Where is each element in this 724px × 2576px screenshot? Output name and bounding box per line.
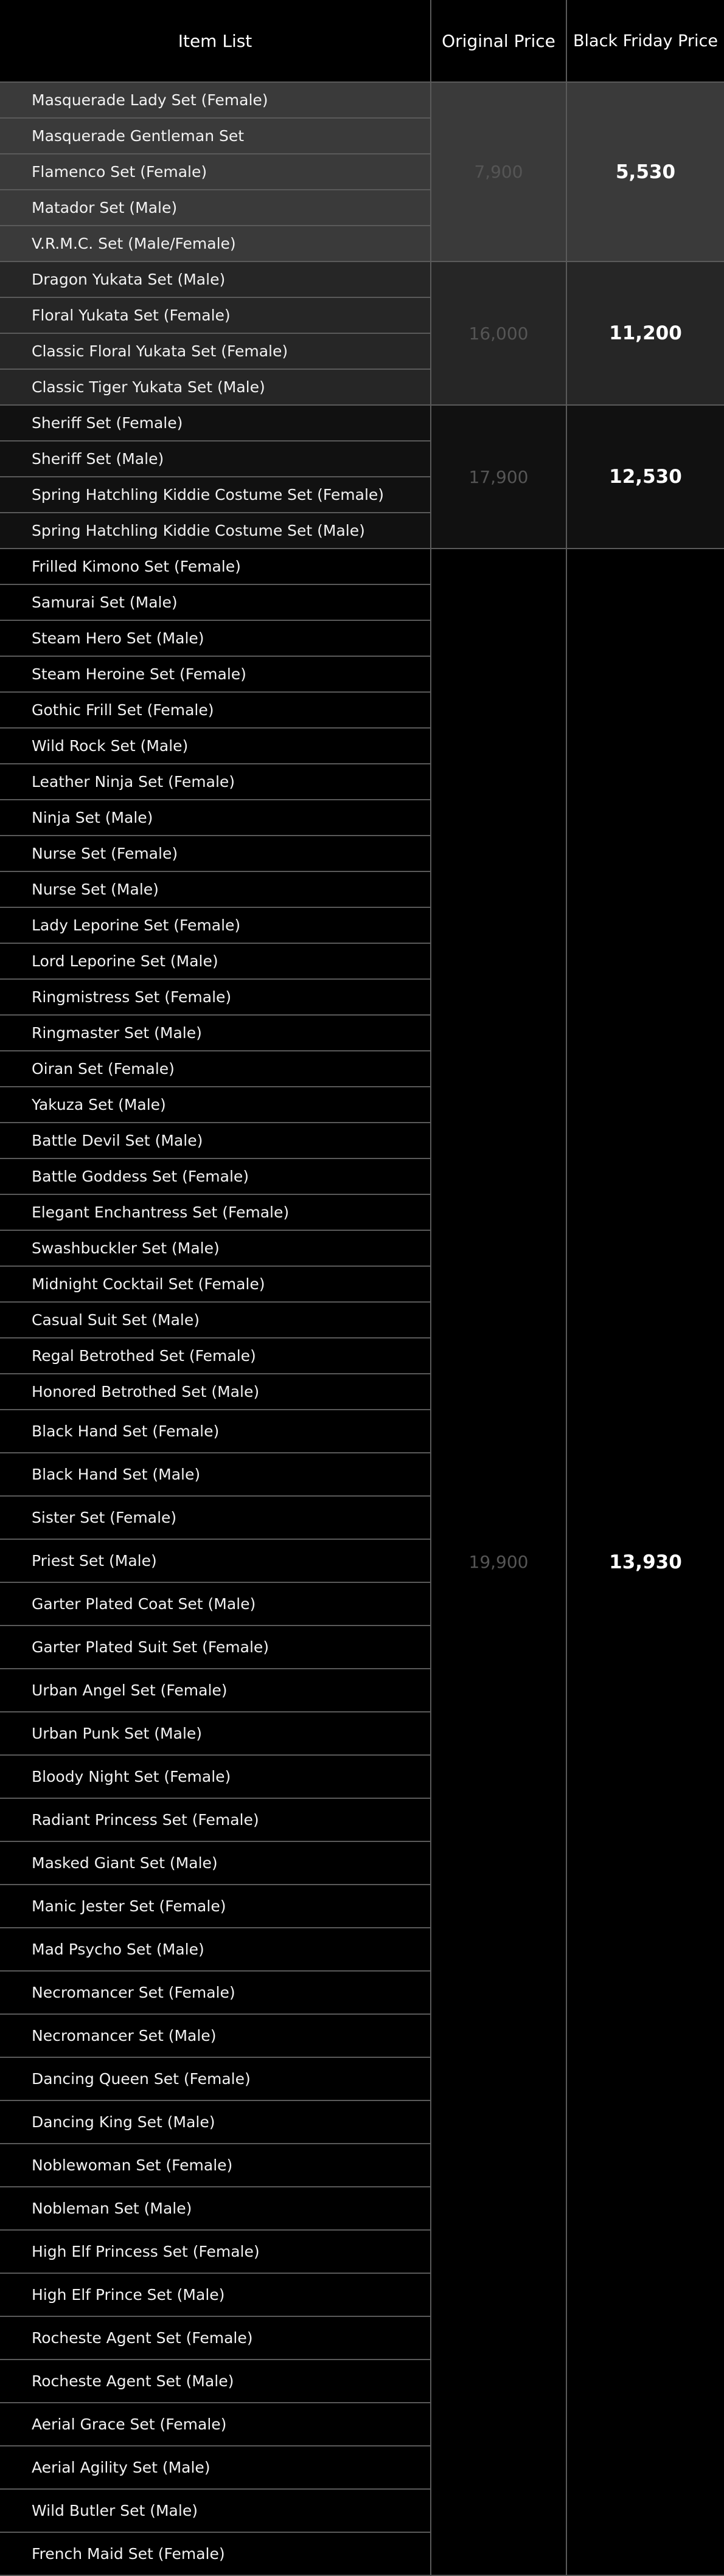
item-name: Priest Set (Male) — [0, 1540, 431, 1583]
item-name: Yakuza Set (Male) — [0, 1087, 431, 1123]
original-price: 19,900 — [431, 549, 567, 2576]
item-name: Steam Hero Set (Male) — [0, 621, 431, 657]
item-name: Masquerade Gentleman Set — [0, 119, 431, 154]
item-name: Lady Leporine Set (Female) — [0, 908, 431, 944]
black-friday-price: 12,530 — [567, 406, 724, 549]
header-original-price: Original Price — [431, 0, 567, 83]
item-name: Rocheste Agent Set (Female) — [0, 2317, 431, 2360]
item-name: Garter Plated Suit Set (Female) — [0, 1626, 431, 1669]
item-name: Urban Punk Set (Male) — [0, 1712, 431, 1756]
item-name: Rocheste Agent Set (Male) — [0, 2360, 431, 2403]
item-name: Nobleman Set (Male) — [0, 2187, 431, 2231]
item-name: Urban Angel Set (Female) — [0, 1669, 431, 1712]
item-name: Necromancer Set (Male) — [0, 2015, 431, 2058]
original-price: 17,900 — [431, 406, 567, 549]
item-name: Flamenco Set (Female) — [0, 154, 431, 190]
original-price: 7,900 — [431, 83, 567, 262]
item-name: Battle Devil Set (Male) — [0, 1123, 431, 1159]
item-name: Sheriff Set (Male) — [0, 441, 431, 477]
item-name: Nurse Set (Male) — [0, 872, 431, 908]
item-name: High Elf Princess Set (Female) — [0, 2231, 431, 2274]
item-name: Mad Psycho Set (Male) — [0, 1928, 431, 1972]
header-black-friday-price: Black Friday Price — [567, 0, 724, 83]
item-name: Radiant Princess Set (Female) — [0, 1799, 431, 1842]
black-friday-price: 13,930 — [567, 549, 724, 2576]
item-name: French Maid Set (Female) — [0, 2533, 431, 2576]
black-friday-price: 5,530 — [567, 83, 724, 262]
item-name: Ninja Set (Male) — [0, 800, 431, 836]
item-name: Battle Goddess Set (Female) — [0, 1159, 431, 1195]
item-name: Steam Heroine Set (Female) — [0, 657, 431, 693]
item-name: Aerial Agility Set (Male) — [0, 2446, 431, 2490]
item-name: Floral Yukata Set (Female) — [0, 298, 431, 334]
item-name: Spring Hatchling Kiddie Costume Set (Female) — [0, 477, 431, 513]
item-name: Aerial Grace Set (Female) — [0, 2403, 431, 2446]
item-name: Masked Giant Set (Male) — [0, 1842, 431, 1885]
item-name: High Elf Prince Set (Male) — [0, 2274, 431, 2317]
item-name: V.R.M.C. Set (Male/Female) — [0, 226, 431, 262]
item-name: Wild Butler Set (Male) — [0, 2490, 431, 2533]
item-name: Dragon Yukata Set (Male) — [0, 262, 431, 298]
item-name: Classic Floral Yukata Set (Female) — [0, 334, 431, 370]
item-name: Spring Hatchling Kiddie Costume Set (Male) — [0, 513, 431, 549]
item-name: Necromancer Set (Female) — [0, 1972, 431, 2015]
item-name: Classic Tiger Yukata Set (Male) — [0, 370, 431, 406]
item-name: Manic Jester Set (Female) — [0, 1885, 431, 1928]
item-name: Nurse Set (Female) — [0, 836, 431, 872]
item-name: Casual Suit Set (Male) — [0, 1303, 431, 1338]
item-name: Ringmistress Set (Female) — [0, 980, 431, 1016]
item-name: Black Hand Set (Male) — [0, 1453, 431, 1497]
item-name: Swashbuckler Set (Male) — [0, 1231, 431, 1267]
item-name: Masquerade Lady Set (Female) — [0, 83, 431, 119]
item-name: Leather Ninja Set (Female) — [0, 764, 431, 800]
item-name: Elegant Enchantress Set (Female) — [0, 1195, 431, 1231]
item-name: Garter Plated Coat Set (Male) — [0, 1583, 431, 1626]
item-name: Oiran Set (Female) — [0, 1051, 431, 1087]
item-name: Black Hand Set (Female) — [0, 1410, 431, 1453]
item-name: Regal Betrothed Set (Female) — [0, 1338, 431, 1374]
item-name: Ringmaster Set (Male) — [0, 1016, 431, 1051]
item-name: Dancing Queen Set (Female) — [0, 2058, 431, 2101]
item-name: Samurai Set (Male) — [0, 585, 431, 621]
black-friday-price: 11,200 — [567, 262, 724, 406]
item-name: Lord Leporine Set (Male) — [0, 944, 431, 980]
item-name: Honored Betrothed Set (Male) — [0, 1374, 431, 1410]
item-name: Sheriff Set (Female) — [0, 406, 431, 441]
header-item-list: Item List — [0, 0, 431, 83]
item-name: Dancing King Set (Male) — [0, 2101, 431, 2144]
item-name: Wild Rock Set (Male) — [0, 729, 431, 764]
item-name: Midnight Cocktail Set (Female) — [0, 1267, 431, 1303]
item-name: Gothic Frill Set (Female) — [0, 693, 431, 729]
original-price: 16,000 — [431, 262, 567, 406]
item-name: Noblewoman Set (Female) — [0, 2144, 431, 2187]
item-name: Bloody Night Set (Female) — [0, 1756, 431, 1799]
item-name: Frilled Kimono Set (Female) — [0, 549, 431, 585]
item-name: Matador Set (Male) — [0, 190, 431, 226]
item-name: Sister Set (Female) — [0, 1497, 431, 1540]
